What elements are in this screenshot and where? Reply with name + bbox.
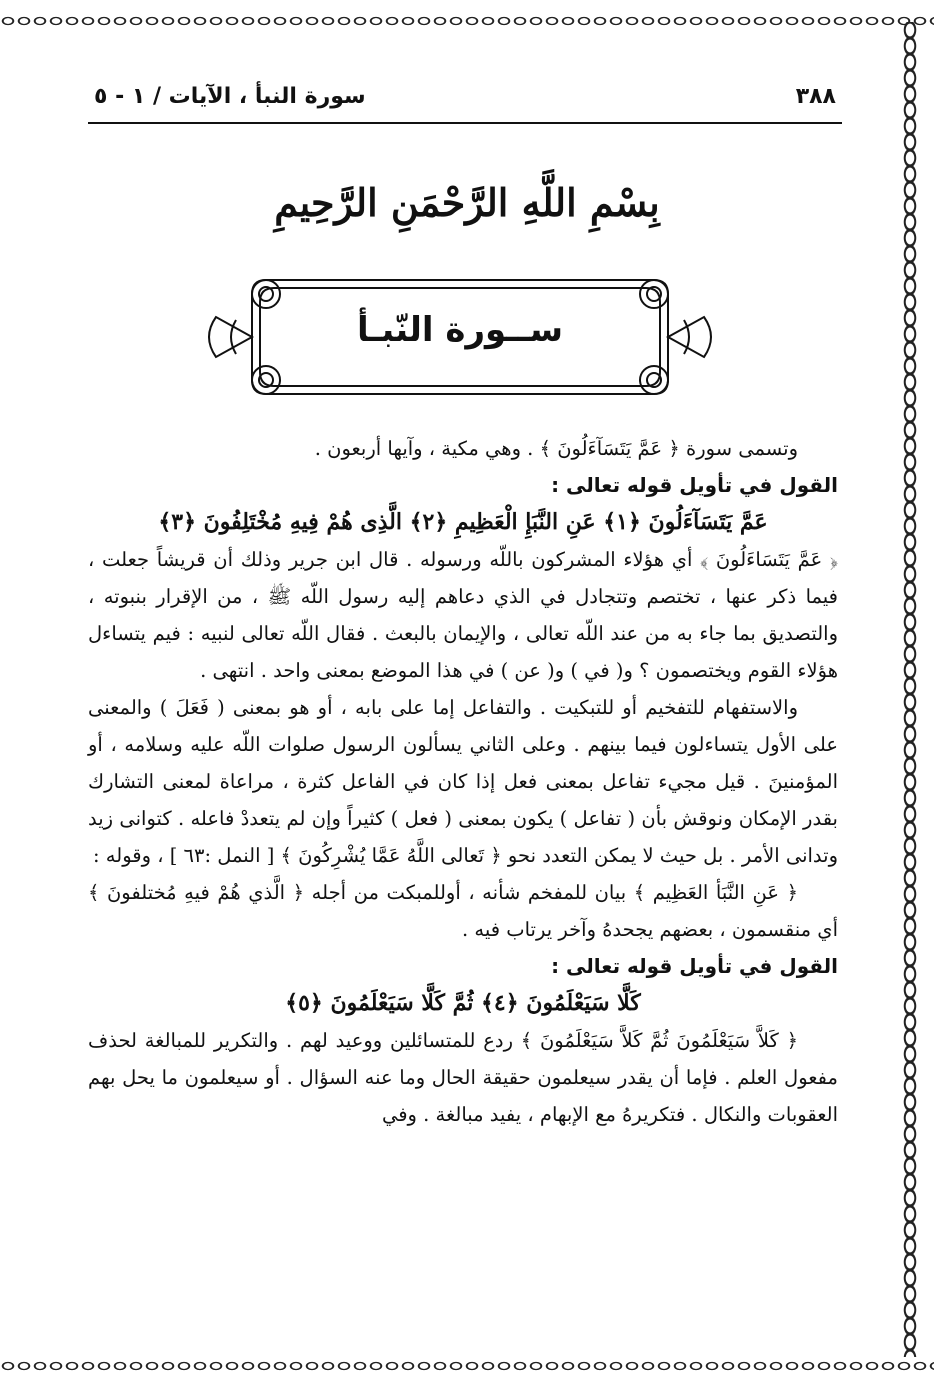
section-heading: القول في تأويل قوله تعالى : <box>551 954 838 978</box>
commentary-paragraph: ﴿ عَنِ النَّبَأ العَظِيم ﴾ بيان للمفخم شأنه ، أوللمبكت من أجله ﴿ الَّذي هُمْ فيهِ مُختلفونَ ﴾ أي منقسمون ، بعضهم يجحدهُ وآخر يرتاب فيه . <box>88 881 838 941</box>
commentary-paragraph: ﴿ عَمَّ يَتَسَاءَلُونَ ﴾ أي هؤلاء المشركون باللّه ورسوله . قال ابن جرير وذلك أن قريشاً جعلت ، فيما ذكر عنها ، تختصم وتتجادل في الذي دعاهم إليه رسول اللّه ﷺ ، من الإقرار بنبوته ، والتصديق بما جاء به من عند اللّه تعالى ، والإيمان بالبعث . فقال اللّه تعالى لنبيه : فيم يتساءل هؤلاء القوم ويختصمون ؟ و( في ) و( عن ) في هذا الموضع بمعنى واحد . انتهى . <box>88 548 838 682</box>
commentary-paragraph: ﴿ كَلاَّ سَيَعْلَمُونَ ثُمَّ كَلاَّ سَيَعْلَمُونَ ﴾ ردع للمتسائلين ووعيد لهم . والتكرير للمبالغة لحذف مفعول العلم . فإما أن يقدر سيعلمون حقيقة الحال وما عنه السؤال . أو سيعلمون ما يحل بهم العقوبات والنكال . فتكريرهُ مع الإبهام ، يفيد مبالغة . وفي <box>88 1029 838 1126</box>
page-number: ٣٨٨ <box>795 84 836 109</box>
section-heading: القول في تأويل قوله تعالى : <box>551 473 838 497</box>
intro-paragraph: وتسمى سورة ﴿ عَمَّ يَتَسَآءَلُونَ ﴾ . وهي مكية ، وآيها أربعون . <box>314 437 798 460</box>
basmala: بِسْمِ اللَّهِ الرَّحْمَنِ الرَّحِيمِ <box>274 180 660 225</box>
page-border-bottom <box>0 1355 934 1377</box>
page-body <box>88 430 838 1133</box>
commentary-paragraph: والاستفهام للتفخيم أو للتبكيت . والتفاعل إما على بابه ، أو هو بمعنى ( فَعَلَ ) والمعنى على الأول يتساءلون فيما بينهم . وعلى الثاني يسألون الرسول صلوات اللّه عليه وسلامه ، أو المؤمنينَ . قيل مجيء تفاعل بمعنى فعل إذا كان في الفاعل كثرة ، مراعاة لمعنى التشارك بقدر الإمكان ونوقش بأن ( تفاعل ) يكون بمعنى ( فعل ) كثيراً وإن لم يتعددْ فاعله . كتوانى زيد وتدانى الأمر . بل حيث لا يمكن التعدد نحو ﴿ تَعالى اللَّهُ عَمَّا يُشْرِكُونَ ﴾ [ النمل :٦٣ ] ، وقوله : <box>88 696 838 867</box>
page-border-top <box>0 10 934 32</box>
page-header <box>88 82 842 124</box>
surah-title: ســورة النّبـأ <box>356 310 564 350</box>
running-head: سورة النبأ ، الآيات / ١ - ٥ <box>94 84 366 109</box>
quran-verse-line: كَلَّا سَيَعْلَمُونَ ﴿٤﴾ ثُمَّ كَلَّا سَيَعْلَمُونَ ﴿٥﴾ <box>285 990 641 1016</box>
quran-verse-line: عَمَّ يَتَسَآءَلُونَ ﴿١﴾ عَنِ النَّبَإِ الْعَظِيمِ ﴿٢﴾ الَّذِى هُمْ فِيهِ مُخْتَلِفُونَ ﴿٣﴾ <box>158 509 768 535</box>
surah-title-frame <box>196 262 724 412</box>
